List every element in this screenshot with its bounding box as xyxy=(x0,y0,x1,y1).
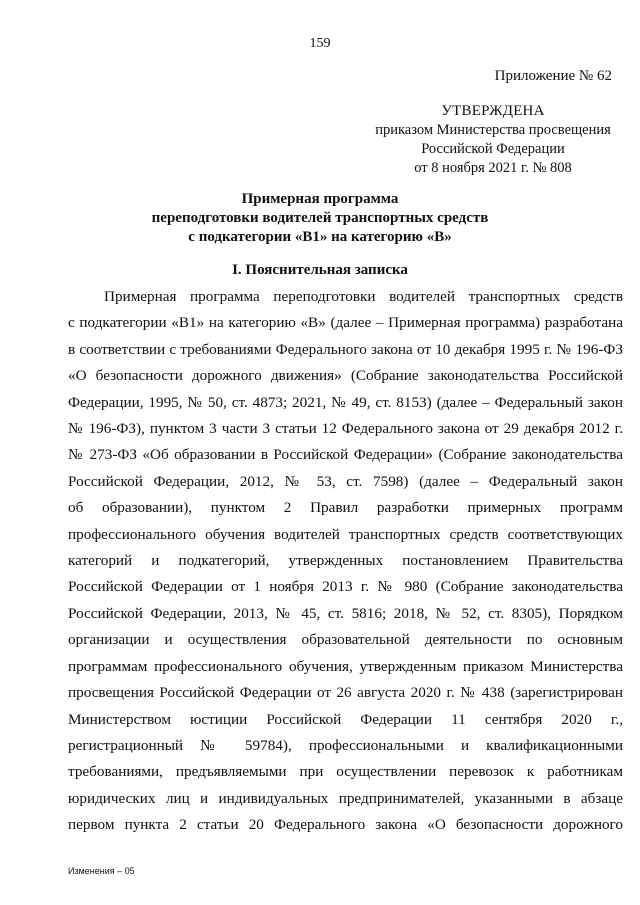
approval-line-1: приказом Министерства просвещения xyxy=(375,122,611,138)
body-line: с подкатегории «B1» на категорию «B» (далее – Примерная программа) разработана xyxy=(68,314,623,332)
body-line: Примерная программа переподготовки водителей транспортных средств xyxy=(104,288,623,305)
body-line: об образовании), пунктом 2 Правил разработки примерных программ xyxy=(68,499,623,517)
body-line: № 273-ФЗ «Об образовании в Российской Федерации» (Собрание законодательства xyxy=(68,446,623,464)
body-line: категорий и подкатегорий, утвержденных постановлением Правительства xyxy=(68,552,623,570)
body-line: просвещения Российской Федерации от 26 августа 2020 г. № 438 (зарегистрирован xyxy=(68,684,623,702)
body-line: профессионального обучения водителей транспортных средств соответствующих xyxy=(68,525,623,543)
footer-revision-note: Изменения – 05 xyxy=(68,866,135,876)
approval-line-2: Российской Федерации xyxy=(421,141,565,157)
approval-stamp-word: УТВЕРЖДЕНА xyxy=(441,103,545,119)
body-line: первом пункта 2 статьи 20 Федерального закона «О безопасности дорожного xyxy=(68,816,623,834)
approval-line-3: от 8 ноября 2021 г. № 808 xyxy=(414,160,572,176)
body-line: Российской Федерации от 1 ноября 2013 г. № 980 (Собрание законодательства xyxy=(68,578,623,596)
body-line: Федерации, 1995, № 50, ст. 4873; 2021, № 49, ст. 8153) (далее – Федеральный закон xyxy=(68,393,623,411)
body-line: в соответствии с требованиями Федерального закона от 10 декабря 1995 г. № 196-ФЗ xyxy=(68,340,623,358)
appendix-label: Приложение № 62 xyxy=(494,68,612,84)
body-line: Министерством юстиции Российской Федерации 11 сентября 2020 г., xyxy=(68,710,623,728)
title-line-2: переподготовки водителей транспортных средств xyxy=(151,210,489,226)
approval-block xyxy=(368,102,618,178)
section-heading: I. Пояснительная записка xyxy=(232,262,408,278)
body-line: регистрационный № 59784), профессиональными и квалификационными xyxy=(68,736,623,754)
page-number: 159 xyxy=(309,36,331,51)
body-line: Российской Федерации, 2013, № 45, ст. 5816; 2018, № 52, ст. 8305), Порядком xyxy=(68,604,623,622)
document-title xyxy=(0,190,640,247)
body-line: юридических лиц и индивидуальных предпринимателей, указанными в абзаце xyxy=(68,789,623,807)
body-line: требованиями, предъявляемыми при осуществлении перевозок к работникам xyxy=(68,763,623,781)
body-line: № 196-ФЗ), пунктом 3 части 3 статьи 12 Федерального закона от 29 декабря 2012 г. xyxy=(68,420,623,438)
body-paragraph xyxy=(68,284,623,839)
body-line: Российской Федерации, 2012, № 53, ст. 7598) (далее – Федеральный закон xyxy=(68,472,623,490)
body-line: организации и осуществления образовательной деятельности по основным xyxy=(68,631,623,649)
body-line: «О безопасности дорожного движения» (Собрание законодательства Российской xyxy=(68,367,623,385)
body-line: программам профессионального обучения, утвержденным приказом Министерства xyxy=(68,657,623,675)
title-line-1: Примерная программа xyxy=(241,191,399,207)
title-line-3: с подкатегории «B1» на категорию «B» xyxy=(188,229,452,245)
